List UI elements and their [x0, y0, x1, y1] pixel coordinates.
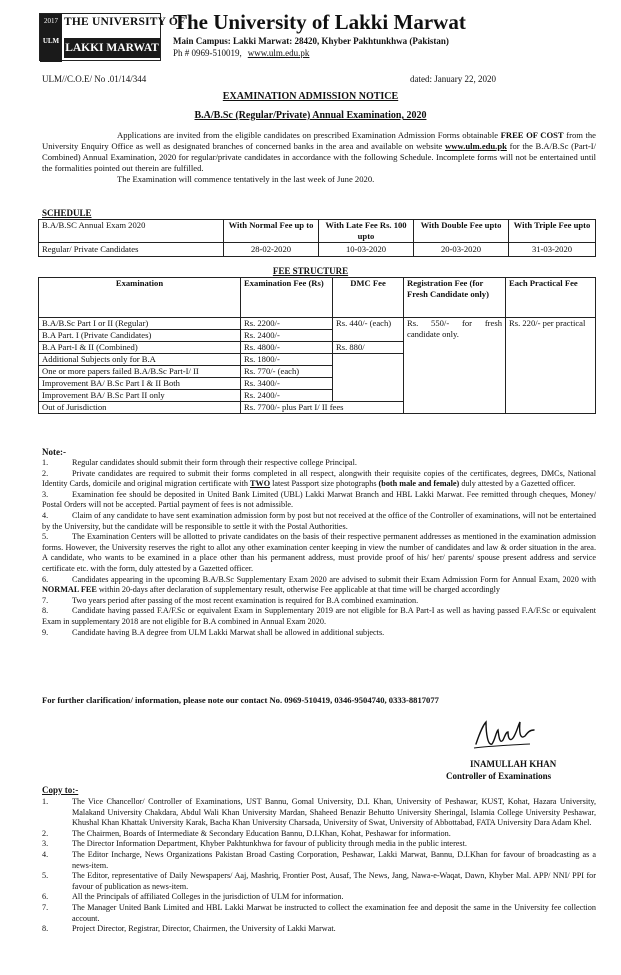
- intro-paragraph-2: The Examination will commence tentatively in the last week of June 2020.: [117, 174, 375, 184]
- university-name: The University of Lakki Marwat: [173, 10, 466, 34]
- schedule-label: SCHEDULE: [42, 208, 92, 218]
- exam-title: B.A/B.Sc (Regular/Private) Annual Examination, 2020: [194, 110, 427, 121]
- fee-amount-cell: Rs. 3400/-: [241, 378, 333, 390]
- logo-line-2: LAKKI MARWAT: [64, 38, 160, 58]
- registration-fee-cell: Rs. 550/- for fresh candidate only.: [404, 318, 506, 414]
- signatory-name: INAMULLAH KHAN: [470, 759, 557, 769]
- fee-exam-cell: Improvement BA/ B.Sc Part I & II Both: [39, 378, 241, 390]
- notes-label: Note:-: [42, 447, 66, 457]
- schedule-header: With Normal Fee up to: [224, 220, 319, 243]
- note-item: 6. Candidates appearing in the upcoming B.A/B.Sc Supplementary Exam 2020 are advised to submit their Exam Admission Form for Annual Exam, 2020 with NORMAL FEE within 20-days after declaration of supplementary result, otherwise Fee applicable at that time will be charged accordingly: [42, 574, 596, 595]
- note-item: 8. Candidate having passed F.A/F.Sc or equivalent Exam in Supplementary 2019 are not eligible for B.A Part-I as well as having passed F.A/F.Sc or equivalent Exam in supplementary 2018 are not eligible for B.A combined in Annual Exam 2020.: [42, 606, 596, 626]
- copy-to-label: Copy to:-: [42, 785, 79, 795]
- fee-row: [39, 318, 596, 330]
- fee-structure-table: [38, 277, 596, 414]
- fee-structure-label: FEE STRUCTURE: [272, 266, 349, 276]
- website-link[interactable]: www.ulm.edu.pk: [247, 48, 310, 58]
- note-item: 3. Examination fee should be deposited in United Bank Limited (UBL) Lakki Marwat Branch and HBL Lakki Marwat. Fee remitted through cheques, Money/ Postal Orders will not be accepted. Partial payment of fees is not admissible.: [42, 489, 596, 510]
- fee-header: DMC Fee: [333, 278, 404, 318]
- fee-amount-cell: Rs. 4800/-: [241, 342, 333, 354]
- signature-image: [470, 714, 540, 754]
- notice-date: dated: January 22, 2020: [410, 74, 496, 84]
- dmc-fee-cell: Rs. 880/: [333, 342, 404, 354]
- copy-item: 3. The Director Information Department, Khyber Pakhtunkhwa for favour of publicity through media in the public interest.: [42, 839, 467, 849]
- dmc-fee-cell-empty: [333, 354, 404, 402]
- fee-exam-cell: B.A Part. I (Private Candidates): [39, 330, 241, 342]
- schedule-header: With Late Fee Rs. 100 upto: [319, 220, 414, 243]
- schedule-header: B.A/B.SC Annual Exam 2020: [39, 220, 224, 243]
- fee-header: Examination: [39, 278, 241, 318]
- logo-emblem: 2017 ULM: [40, 14, 62, 62]
- practical-fee-cell: Rs. 220/- per practical: [506, 318, 596, 414]
- dmc-fee-cell: Rs. 440/- (each): [333, 318, 404, 342]
- schedule-header: With Double Fee upto: [414, 220, 509, 243]
- fee-amount-cell: Rs. 2200/-: [241, 318, 333, 330]
- fee-exam-cell: Additional Subjects only for B.A: [39, 354, 241, 366]
- phone-number: Ph # 0969-510019,: [173, 48, 242, 58]
- contact-info: For further clarification/ information, please note our contact No. 0969-510419, 0346-9504740, 0333-8817077: [42, 695, 439, 705]
- fee-amount-cell: Rs. 7700/- plus Part I/ II fees: [241, 402, 404, 414]
- fee-exam-cell: Improvement BA/ B.Sc Part II only: [39, 390, 241, 402]
- fee-header-row: [39, 278, 596, 318]
- fee-header: Examination Fee (Rs): [241, 278, 333, 318]
- schedule-cell: Regular/ Private Candidates: [39, 243, 224, 257]
- schedule-header-row: [39, 220, 596, 243]
- copy-item: 6. All the Principals of affiliated Colleges in the jurisdiction of ULM for information.: [42, 892, 344, 902]
- copy-item: 5. The Editor, representative of Daily Newspapers/ Aaj, Mashriq, Frontier Post, Ausaf, The News, Jang, Nawa-e-Waqat, Dawn, Khyber Mal. APP/ NNI/ PPI for favour of publication as news-item.: [42, 871, 596, 891]
- website-link-inline[interactable]: www.ulm.edu.pk: [445, 141, 507, 151]
- notes-list: [42, 458, 596, 638]
- note-item: 4. Claim of any candidate to have sent examination admission form by post but not received at the office of the Controller of examinations, will not be entertained by the University, but the candidate will be responsible to settle it with the Postal Authorities.: [42, 510, 596, 531]
- copy-item: 1. The Vice Chancellor/ Controller of Examinations, UST Bannu, Gomal University, D.I. Khan, University of Peshawar, KUST, Kohat, Hazara University, Malakand University Chakdara, Abdul Wali Khan University Mardan, Shaheed Benazir Behutto University Sheringal, Islamia College University Peshawar, Khushal Khan Khattak University Karak, Bacha Khan University Charsada, University of Swat, University of Abbottabad, FATA University Dara Adam Khel.: [42, 797, 596, 828]
- fee-amount-cell: Rs. 1800/-: [241, 354, 333, 366]
- copy-item: 2. The Chairmen, Boards of Intermediate & Secondary Education Bannu, D.I.Khan, Kohat, Peshawar for information.: [42, 828, 451, 838]
- intro-paragraph-1: Applications are invited from the eligible candidates on prescribed Examination Admission Forms obtainable FREE OF COST from the University Enquiry Office as well as designated branches of concerned banks in the area and available on website www.ulm.edu.pk for the B.A/B.Sc (Part-I/ Combined) Annual Examination, 2020 for regular/private candidates in accordance with the following Schedule. Incomplete forms will not be entertained until the formalities pointed out therein are fulfilled.: [42, 130, 596, 173]
- fee-header: Each Practical Fee: [506, 278, 596, 318]
- signatory-title: Controller of Examinations: [446, 771, 552, 781]
- schedule-cell: 31-03-2020: [509, 243, 596, 257]
- logo-line-1: THE UNIVERSITY OF: [64, 16, 186, 28]
- note-item: 2. Private candidates are required to submit their forms completed in all respect, alongwith their requisite copies of the certificates, degrees, DMCs, National Identity Cards, domicile and original migration certificate with TWO latest Passport size photographs (both male and female) duly attested by a Gazetted officer.: [42, 468, 596, 489]
- reference-number: ULM//C.O.E/ No .01/14/344: [42, 74, 147, 84]
- fee-header: Registration Fee (for Fresh Candidate only): [404, 278, 506, 318]
- fee-exam-cell: B.A Part-I & II (Combined): [39, 342, 241, 354]
- copy-to-list: [42, 797, 596, 935]
- fee-exam-cell: B.A/B.Sc Part I or II (Regular): [39, 318, 241, 330]
- copy-item: 4. The Editor Incharge, News Organizations Pakistan Broad Casting Corporation, Peshawar, Lakki Marwat, Bannu, D.I.Khan for favour of broadcasting as a news-item.: [42, 849, 596, 870]
- notice-title: EXAMINATION ADMISSION NOTICE: [222, 91, 399, 102]
- fee-amount-cell: Rs. 2400/-: [241, 330, 333, 342]
- schedule-row: [39, 243, 596, 257]
- schedule-cell: 10-03-2020: [319, 243, 414, 257]
- fee-amount-cell: Rs. 770/- (each): [241, 366, 333, 378]
- note-item: 7. Two years period after passing of the most recent examination is required for B.A combined examination.: [42, 595, 419, 605]
- contact-line: [173, 48, 309, 58]
- schedule-table: [38, 219, 596, 257]
- campus-address: Main Campus: Lakki Marwat: 28420, Khyber Pakhtunkhwa (Pakistan): [173, 36, 449, 46]
- fee-exam-cell: One or more papers failed B.A/B.Sc Part-I/ II: [39, 366, 241, 378]
- copy-item: 7. The Manager United Bank Limited and HBL Lakki Marwat be instructed to collect the examination fee and deposit the same in the University fee collection account.: [42, 902, 596, 923]
- note-item: 1. Regular candidates should submit their form through their respective college Principal.: [42, 458, 357, 467]
- schedule-header: With Triple Fee upto: [509, 220, 596, 243]
- fee-amount-cell: Rs. 2400/-: [241, 390, 333, 402]
- note-item: 5. The Examination Centers will be allotted to private candidates on the basis of their respective permanent addresses as mentioned in the examination admission forms. However, the University reserves the right to allot any other examination center keeping in view the number of candidates and law & order situation in the area. A candidate, who wants to be examined in a place other than his permanent address, must provide proof of his/ her/ parents/ spouse present address and service certificate etc. with the form, duly attested by a Gazetted officer.: [42, 532, 596, 573]
- university-logo: [39, 13, 186, 61]
- note-item: 9. Candidate having B.A degree from ULM Lakki Marwat shall be allowed in additional subjects.: [42, 627, 385, 637]
- schedule-cell: 28-02-2020: [224, 243, 319, 257]
- fee-exam-cell: Out of Jurisdiction: [39, 402, 241, 414]
- intro-text: [42, 130, 596, 185]
- schedule-cell: 20-03-2020: [414, 243, 509, 257]
- copy-item: 8. Project Director, Registrar, Director, Chairmen, the University of Lakki Marwat.: [42, 924, 336, 934]
